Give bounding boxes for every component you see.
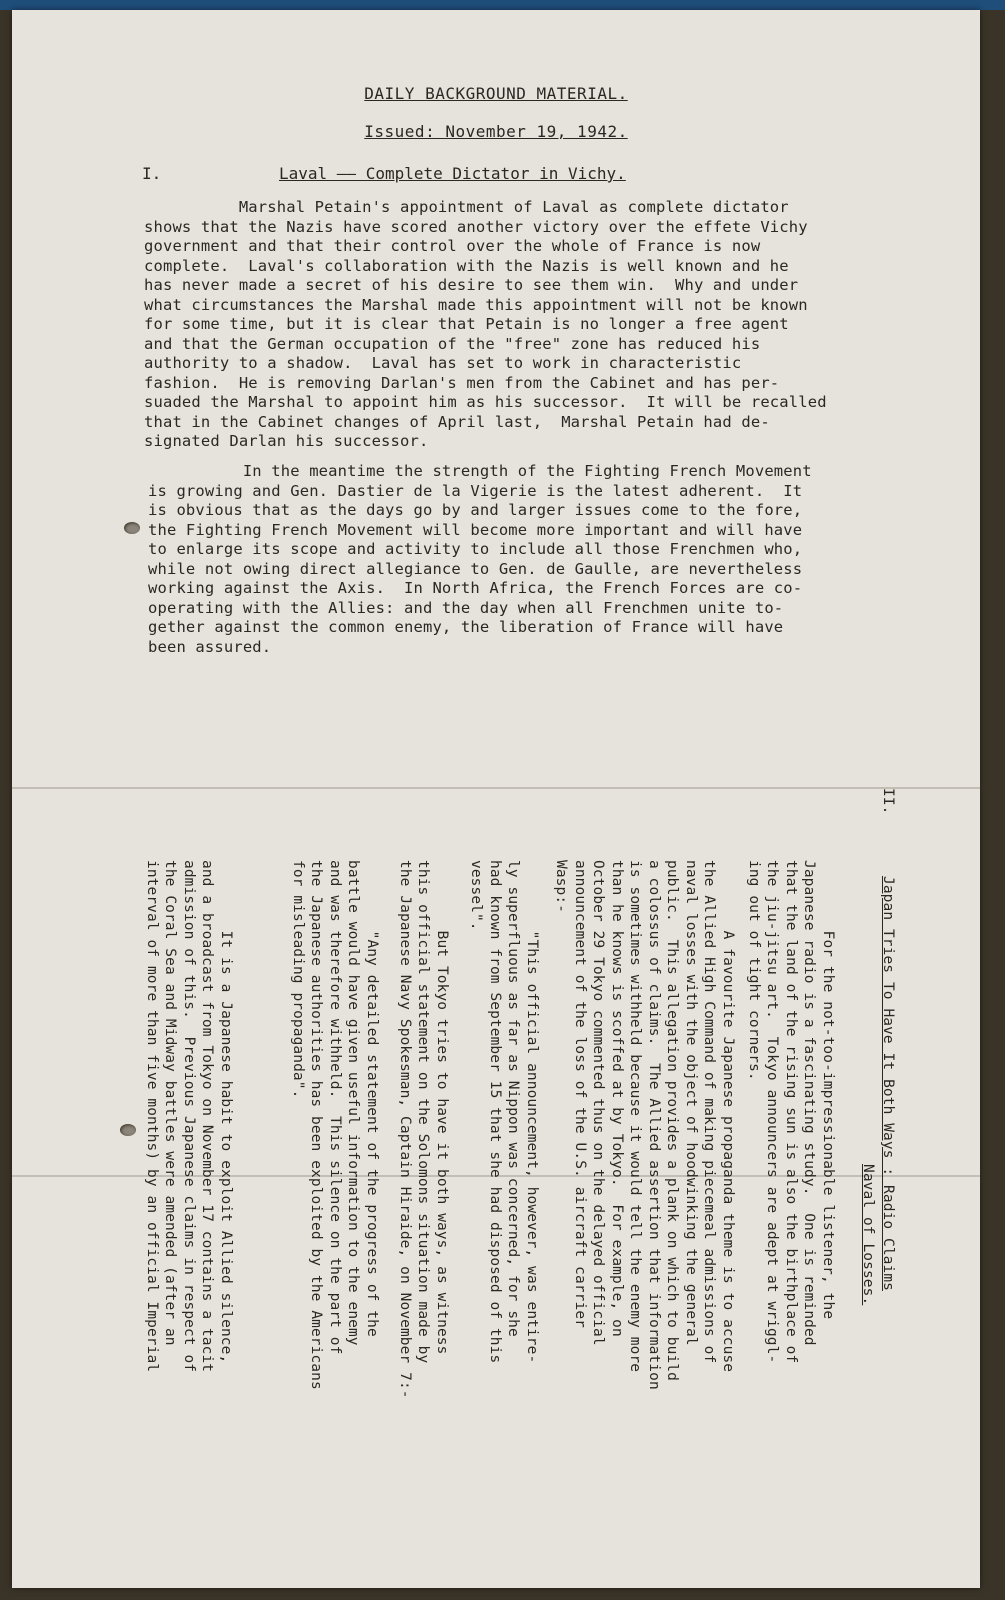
rotated-section — [122, 780, 897, 1560]
section-paragraph: Marshal Petain's appointment of Laval as complete dictator shows that the Nazis have scored another victory over the effete Vichy government and that their control over the whole of France is now complete. Laval's collaboration with the Nazis is well known and he has never made a secret of his desire to see them win. Why and under what circumstances the Marshal made this appointment will not be known for some time, but it is clear that Petain is no longer a free agent and that the German occupation of the "free" zone has reduced his authority to a shadow. Laval has set to work in characteristic fashion. He is removing Darlan's men from the Cabinet and has per- suaded the Marshal to appoint him as his successor. It will be recalled that in the Cabinet changes of April last, Marshal Petain had de- signated Darlan his successor. — [144, 198, 827, 450]
issue-date: Issued: November 19, 1942. — [364, 122, 628, 141]
section-paragraph: A favourite Japanese propaganda theme is to accuse the Allied High Command of making piecemeal admissions of naval losses with the object of hoodwinking the general public. This allegation provides a plank on which to build a colossus of claims. The Allied assertion that information is sometimes withheld because it would tell the enemy more than he knows is scoffed at by Tokyo. For example, on October 29 Tokyo commented thus on the delayed official announcement of the loss of the U.S. aircraft carrier Wasp:- — [553, 860, 736, 1390]
section-title: Laval —— Complete Dictator in Vichy. — [279, 164, 626, 183]
section-title-continued: Naval of Losses. — [860, 1164, 876, 1306]
section-paragraph: In the meantime the strength of the Fighting French Movement is growing and Gen. Dastier de la Vigerie is the latest adherent. It is obvious that as the days go by and larger issues come to the fore, the Fighting French Movement will become more important and will have to enlarge its scope and activity to include all those Frenchmen who, while not owing direct allegiance to Gen. de Gaulle, are nevertheless working against the Axis. In North Africa, the French Forces are co- operating with the Allies: and the day when all Frenchmen unite to- gether against the common enemy, the liberation of France will have been assured. — [148, 462, 812, 656]
section-paragraph: It is a Japanese habit to exploit Allied silence, and a broadcast from Tokyo on November 17 contains a tacit admission of this. Previous Japanese claims in respect of the Coral Sea and Midway battles were amended (after an interval of more than five months) by an official Imperial — [144, 860, 234, 1373]
section-title: Japan Tries To Have It Both Ways : Radio Claims — [880, 876, 896, 1291]
section-paragraph: But Tokyo tries to have it both ways, as witness this official statement on the Solomons situation made by the Japanese Navy Spokesman, Captain Hiraide, on November 7:- — [397, 860, 450, 1399]
quoted-paragraph: "This official announcement, however, was entire- ly superfluous as far as Nippon was concerned, for she had known from September 15 that she had disposed of this vessel". — [468, 860, 540, 1364]
section-number: I. — [142, 164, 162, 183]
section-number: II. — [880, 788, 896, 815]
section-paragraph: For the not-too-impressionable listener, the Japanese radio is a fascinating study. One is reminded that the land of the rising sun is also the birthplace of the jiu-jitsu art. Tokyo announcers are adept at wriggl- ing out of tight corners. — [746, 860, 836, 1364]
document-title: DAILY BACKGROUND MATERIAL. — [364, 84, 628, 103]
quoted-paragraph: "Any detailed statement of the progress of the battle would have given useful information to the enemy and was therefore withheld. This silence on the part of the Japanese authorities has been exploited by the Americans for misleading propaganda". — [290, 860, 380, 1390]
punch-hole — [124, 522, 140, 534]
background-edge — [0, 0, 1005, 10]
